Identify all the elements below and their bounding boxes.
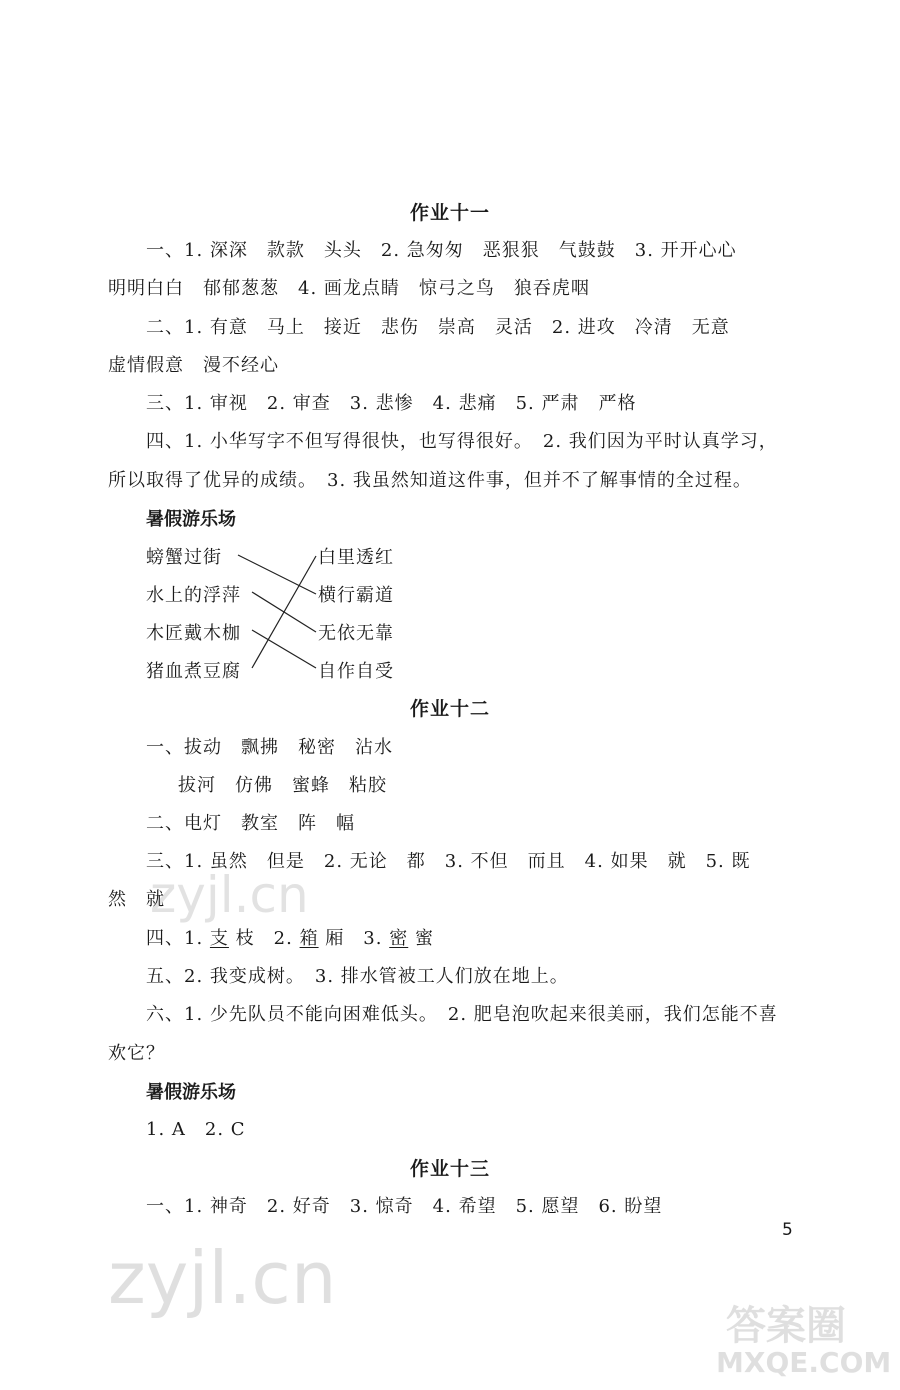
match-line-1: [238, 555, 316, 594]
hw12-fun-answers: 1. A 2. C: [146, 1119, 246, 1140]
hw12-line-9: 欢它？: [108, 1043, 165, 1064]
hw12-line-7: 五、2. 我变成树。 3. 排水管被工人们放在地上。: [146, 966, 569, 987]
hw12-line-3: 二、电灯 教室 阵 幅: [146, 813, 355, 834]
match-left-3: 木匠戴木枷: [146, 623, 241, 644]
match-right-1: 白里透红: [318, 547, 394, 568]
match-right-3: 无依无靠: [318, 623, 394, 644]
hw12-line-6: [146, 924, 846, 950]
hw12-fun-title: 暑假游乐场: [146, 1082, 236, 1103]
hw12-line-2: 拔河 仿佛 蜜蜂 粘胶: [178, 775, 387, 796]
hw11-line-1: 一、1. 深深 款款 头头 2. 急匆匆 恶狠狠 气鼓鼓 3. 开开心心: [146, 240, 737, 261]
match-left-1: 螃蟹过街: [146, 547, 222, 568]
hw11-fun-title: 暑假游乐场: [146, 509, 236, 530]
match-line-4: [252, 556, 316, 668]
hw13-line-1: 一、1. 神奇 2. 好奇 3. 惊奇 4. 希望 5. 愿望 6. 盼望: [146, 1196, 663, 1217]
hw11-line-2: 明明白白 郁郁葱葱 4. 画龙点睛 惊弓之鸟 狼吞虎咽: [108, 278, 590, 299]
page-number: 5: [782, 1220, 793, 1240]
hw12-line-6-end: 蜜: [414, 928, 434, 949]
match-left-2: 水上的浮萍: [146, 585, 241, 606]
hw11-line-3: 二、1. 有意 马上 接近 悲伤 崇高 灵活 2. 进攻 冷清 无意: [146, 317, 730, 338]
hw12-title: 作业十二: [409, 698, 490, 720]
hw12-line-6-prefix: 四、1.: [146, 928, 204, 949]
match-line-3: [252, 630, 316, 668]
hw12-line-1: 一、拔动 飘拂 秘密 沾水: [146, 737, 393, 758]
hw13-title: 作业十三: [409, 1158, 490, 1180]
hw12-underlined-1: 支: [209, 928, 229, 949]
watermark-mid: zyjl.cn: [150, 866, 309, 924]
watermark-corner: 答案圈: [726, 1303, 846, 1349]
watermark-corner-url: MXQE.COM: [716, 1346, 892, 1379]
hw12-line-5: 然 就: [108, 889, 165, 910]
match-right-4: 自作自受: [318, 661, 394, 682]
hw11-line-7: 所以取得了优异的成绩。 3. 我虽然知道这件事，但并不了解事情的全过程。: [108, 470, 752, 491]
hw12-line-6-mid-2: 厢 3.: [325, 928, 383, 949]
hw12-line-8: 六、1. 少先队员不能向困难低头。 2. 肥皂泡吹起来很美丽，我们怎能不喜: [146, 1004, 778, 1025]
match-left-4: 猪血煮豆腐: [146, 661, 241, 682]
watermark-bottom: zyjl.cn: [108, 1236, 337, 1320]
hw12-line-4: 三、1. 虽然 但是 2. 无论 都 3. 不但 而且 4. 如果 就 5. 既: [146, 851, 751, 872]
match-right-2: 横行霸道: [318, 585, 394, 606]
hw11-line-6: 四、1. 小华写字不但写得很快，也写得很好。 2. 我们因为平时认真学习，: [146, 431, 778, 452]
hw12-underlined-3: 密: [389, 928, 409, 949]
hw12-underlined-2: 箱: [299, 928, 319, 949]
hw11-line-5: 三、1. 审视 2. 审查 3. 悲惨 4. 悲痛 5. 严肃 严格: [146, 393, 637, 414]
hw11-title: 作业十一: [409, 202, 490, 224]
hw11-line-4: 虚情假意 漫不经心: [108, 355, 279, 376]
hw12-line-6-mid-1: 枝 2.: [235, 928, 293, 949]
